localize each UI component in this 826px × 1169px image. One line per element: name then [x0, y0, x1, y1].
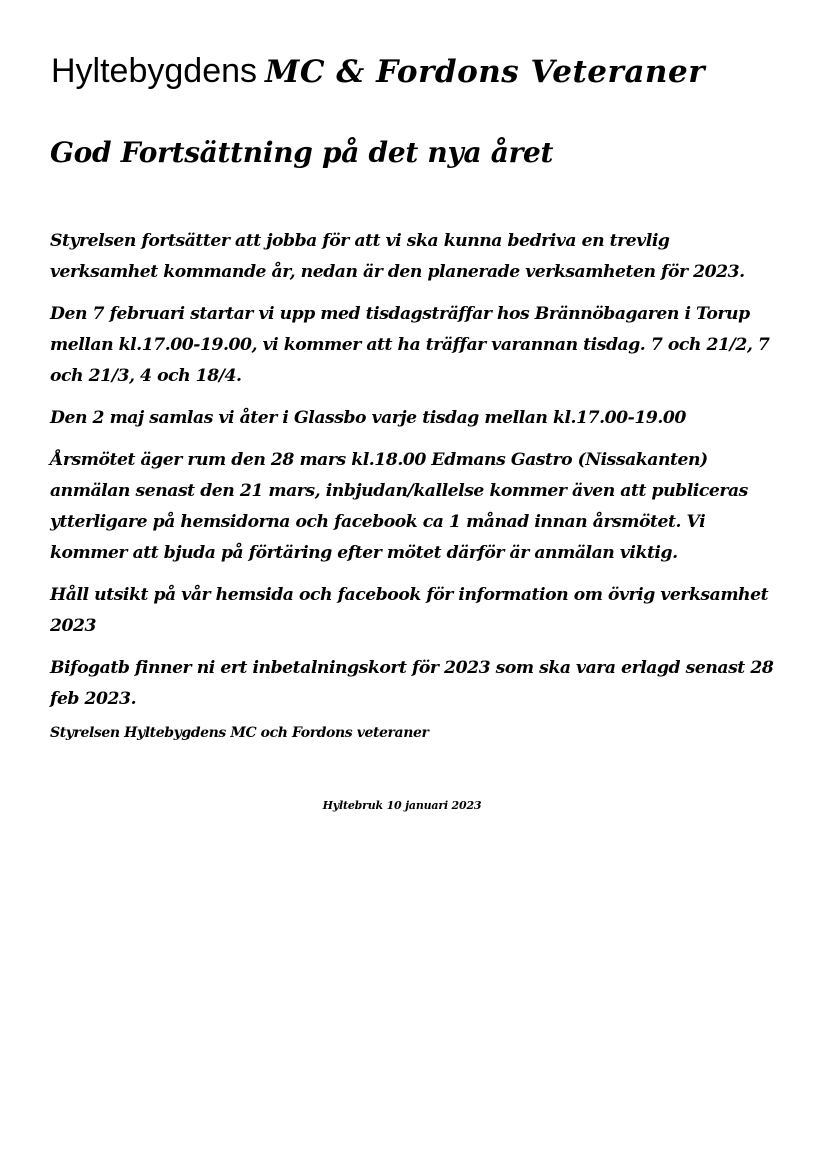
organization-title — [51, 52, 705, 91]
paragraph-website-info: Håll utsikt på vår hemsida och facebook för information om övrig verksamhet 2023 — [50, 585, 769, 636]
place-date: Hyltebruk 10 januari 2023 — [322, 799, 482, 812]
paragraph-tuesday-meetings: Den 7 februari startar vi upp med tisdagsträffar hos Brännöbagaren i Torup mellan kl.17.00-19.00, vi kommer att ha träffar varannan tisdag. 7 och 21/2, 7 och 21/3, 4 och 18/4. — [50, 304, 770, 386]
organization-name-plain: Hyltebygdens — [51, 52, 258, 90]
letter-body — [50, 226, 778, 726]
paragraph-payment: Bifogatb finner ni ert inbetalningskort för 2023 som ska vara erlagd senast 28 feb 2023. — [50, 658, 774, 709]
paragraph-intro: Styrelsen fortsätter att jobba för att vi ska kunna bedriva en trevlig verksamhet kommande år, nedan är den planerade verksamheten för 2023. — [50, 231, 745, 282]
paragraph-annual-meeting: Årsmötet äger rum den 28 mars kl.18.00 Edmans Gastro (Nissakanten) anmälan senast den 21 mars, inbjudan/kallelse kommer även att publiceras ytterligare på hemsidorna och facebook ca 1 månad innan årsmötet. Vi kommer att bjuda på förtäring efter mötet därför är anmälan viktig. — [50, 450, 748, 563]
organization-name-decorative: MC & Fordons Veteraner — [265, 54, 706, 90]
paragraph-glassbo: Den 2 maj samlas vi åter i Glassbo varje tisdag mellan kl.17.00-19.00 — [50, 408, 686, 428]
greeting-heading: God Fortsättning på det nya året — [50, 136, 554, 169]
signature: Styrelsen Hyltebygdens MC och Fordons veteraner — [50, 725, 429, 741]
